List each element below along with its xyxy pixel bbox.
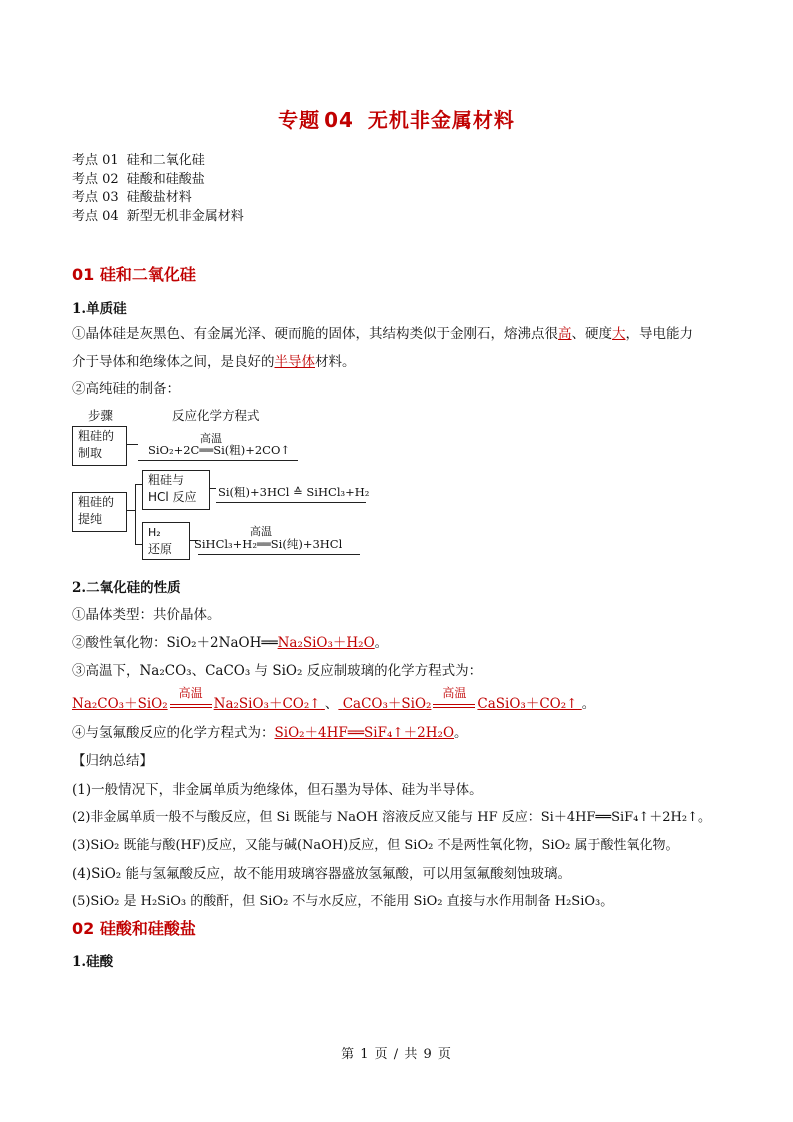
- reaction-condition: 高温: [431, 699, 477, 708]
- diagram-connector: [135, 484, 136, 544]
- subsection-heading: 1.单质硅: [72, 301, 127, 317]
- subsection-heading: 1.硅酸: [72, 954, 114, 970]
- title-text: 无机非金属材料: [367, 108, 515, 132]
- paragraph: ③高温下，Na₂CO₃、CaCO₃ 与 SiO₂ 反应制玻璃的化学方程式为：: [72, 663, 483, 679]
- answer-blank: SiO₂＋4HF══SiF₄↑＋2H₂O: [274, 725, 455, 741]
- diagram-connector: [210, 488, 216, 489]
- section-heading: 01 硅和二氧化硅: [72, 265, 196, 284]
- toc-item[interactable]: 考点 02 硅酸和硅酸盐: [72, 171, 205, 187]
- diagram-equation-3: SiHCl₃+H₂══Si(纯)+3HCl: [194, 537, 343, 551]
- page-number: 第 1 页 / 共 9 页: [341, 1047, 452, 1062]
- summary-item: (5)SiO₂ 是 H₂SiO₃ 的酸酐，但 SiO₂ 不与水反应，不能用 SiO₂ 直接与水作用制备 H₂SiO₃。: [72, 894, 614, 909]
- summary-item: (1)一般情况下，非金属单质为绝缘体，但石墨为导体、硅为半导体。: [72, 782, 483, 798]
- toc-item[interactable]: 考点 01 硅和二氧化硅: [72, 153, 205, 168]
- answer-blank: 大: [612, 326, 626, 342]
- answer-blank: 半导体: [274, 354, 315, 370]
- answer-line: Na₂CO₃＋SiO₂ 高温 Na₂SiO₃＋CO₂↑ 、 CaCO₃＋SiO₂ 高温 CaSiO₃＋CO₂↑ 。: [72, 686, 596, 712]
- toc-item[interactable]: 考点 04 新型无机非金属材料: [72, 208, 244, 224]
- paragraph: ②高纯硅的制备：: [72, 381, 180, 397]
- paragraph: ①晶体硅是灰黑色、有金属光泽、硬而脆的固体，其结构类似于金刚石，熔沸点很高、硬度大，导电能力: [72, 326, 693, 342]
- diagram-box-hcl: 粗硅与 HCl 反应: [142, 470, 210, 510]
- summary-title: 【归纳总结】: [72, 753, 153, 769]
- diagram-eq3-condition: 高温: [250, 525, 272, 538]
- reaction-condition: 高温: [168, 699, 214, 708]
- summary-item: (3)SiO₂ 既能与酸(HF)反应，又能与碱(NaOH)反应，但 SiO₂ 不是两性氧化物，SiO₂ 属于酸性氧化物。: [72, 838, 679, 853]
- summary-item: (2)非金属单质一般不与酸反应，但 Si 既能与 NaOH 溶液反应又能与 HF 反应：Si＋4HF══SiF₄↑＋2H₂↑。: [72, 810, 711, 825]
- answer-blank: 高: [558, 326, 572, 342]
- diagram-equation-1: SiO₂+2C══Si(粗)+2CO↑: [148, 443, 291, 457]
- diagram-col-eq: 反应化学方程式: [172, 408, 260, 423]
- toc-item[interactable]: 考点 03 硅酸盐材料: [72, 190, 192, 205]
- diagram-eq1-condition: 高温: [200, 432, 222, 445]
- answer-blank: CaCO₃＋SiO₂ 高温 CaSiO₃＋CO₂↑: [342, 686, 578, 712]
- answer-blank: Na₂CO₃＋SiO₂ 高温 Na₂SiO₃＋CO₂↑: [72, 686, 321, 712]
- title-prefix: 专题: [278, 108, 321, 132]
- diagram-col-step: 步骤: [88, 408, 114, 423]
- paragraph: ④与氢氟酸反应的化学方程式为：SiO₂＋4HF══SiF₄↑＋2H₂O。: [72, 725, 468, 741]
- paragraph: ②酸性氧化物：SiO₂＋2NaOH══Na₂SiO₃＋H₂O。: [72, 635, 389, 651]
- title-number: 04: [324, 108, 354, 132]
- diagram-equation-2: Si(粗)+3HCl ≙ SiHCl₃+H₂: [218, 485, 370, 499]
- paragraph: 介于导体和绝缘体之间，是良好的半导体材料。: [72, 354, 356, 370]
- diagram-connector: [126, 510, 135, 511]
- answer-blank: Na₂SiO₃＋H₂O: [277, 635, 375, 651]
- page-title: [0, 104, 793, 133]
- summary-item: (4)SiO₂ 能与氢氟酸反应，故不能用玻璃容器盛放氢氟酸，可以用氢氟酸刻蚀玻璃。: [72, 866, 571, 882]
- purification-diagram: [72, 404, 372, 560]
- diagram-box-h2: H₂ 还原: [142, 522, 190, 560]
- section-heading: 02 硅酸和硅酸盐: [72, 919, 196, 938]
- diagram-box-purify: 粗硅的 提纯: [72, 492, 127, 532]
- diagram-underline: [216, 502, 366, 503]
- paragraph: ①晶体类型：共价晶体。: [72, 607, 221, 623]
- table-of-contents: [72, 152, 244, 226]
- diagram-box-crude: 粗硅的 制取: [72, 426, 127, 466]
- subsection-heading: 2.二氧化硅的性质: [72, 580, 181, 596]
- diagram-connector: [135, 544, 142, 545]
- diagram-underline: [198, 554, 360, 555]
- diagram-connector: [135, 484, 142, 485]
- diagram-connector: [126, 444, 138, 445]
- diagram-underline: [138, 460, 298, 461]
